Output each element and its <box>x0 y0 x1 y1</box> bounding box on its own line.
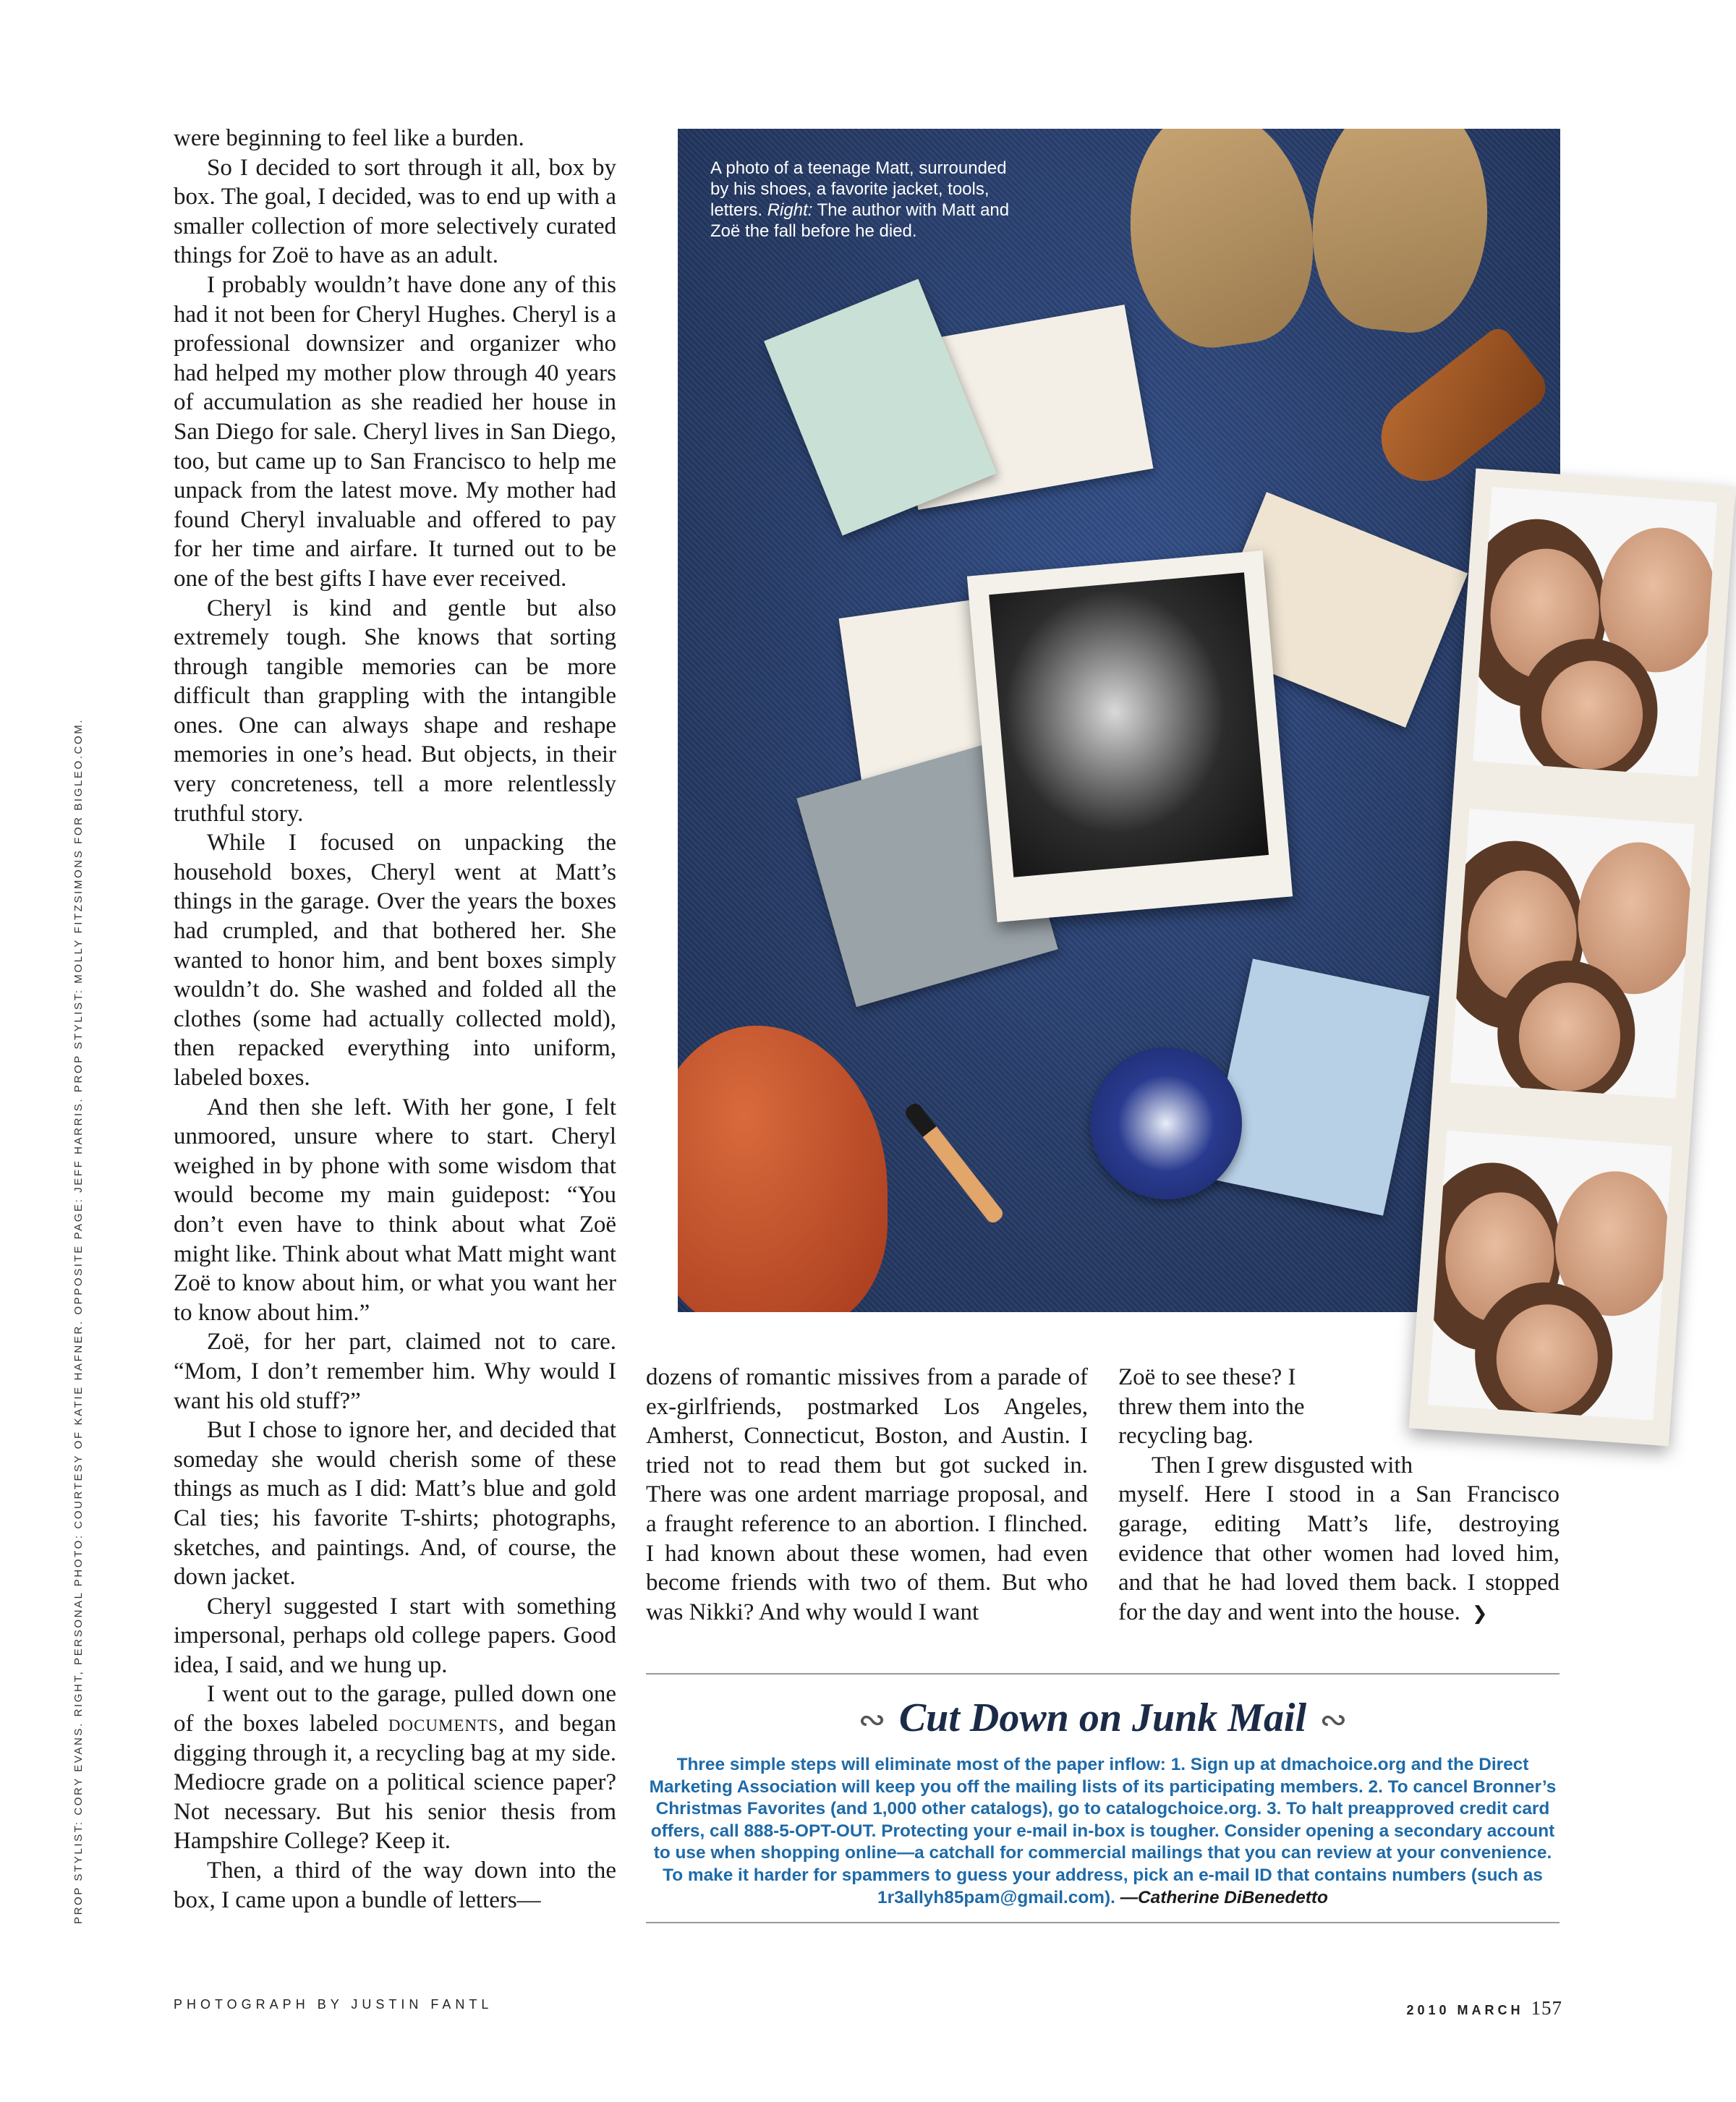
photo-caption <box>710 158 1029 242</box>
paragraph: But I chose to ignore her, and decided that someday she would cherish some of these things as much as I did: Matt’s blue and gold Cal ties; his favorite T-shirts; photographs, sketches, and paintings. And, of course, the down jacket. <box>174 1417 616 1591</box>
paragraph: And then she left. With her gone, I felt unmoored, unsure where to start. Cheryl weighed in by phone with some wisdom that would become my main guidepost: “You don’t even have to think about what Zoë might like. Think about what Matt might want Zoë to know about him, or what you want her to know about him.” <box>174 1094 616 1326</box>
article-column-2 <box>646 1363 1088 1627</box>
issue-date: 2010 MARCH <box>1406 2003 1524 2017</box>
caption-text: The author with Matt and Zoë the fall before he died. <box>710 200 1010 241</box>
paragraph: While I focused on unpacking the household boxes, Cheryl went at Matt’s things in the garage. Over the years the boxes had crumpled, and that bothered her. She wanted to honor him, and bent boxes simply wouldn’t do. She washed and folded all the clothes (some had actually collected mold), then repacked everything into uniform, labeled boxes. <box>174 830 616 1091</box>
paragraph-text: myself. Here I stood in a San Francisco garage, editing Matt’s life, destroying evidence that other women had loved him, and that he had loved them back. I stopped for the day and went into the house. <box>1118 1481 1560 1625</box>
paragraph-line: recycling bag. <box>1118 1423 1254 1450</box>
article-column-1 <box>174 124 616 1915</box>
swirl-ornament-icon: ∾ <box>858 1700 886 1739</box>
blue-envelope <box>1207 958 1430 1215</box>
paragraph: Zoë, for her part, claimed not to care. “Mom, I don’t remember him. Why would I want his old stuff?” <box>174 1329 616 1414</box>
paragraph-text: I went out to the garage, pulled down one of the boxes labeled <box>174 1681 616 1737</box>
sidebar-text: Three simple steps will eliminate most of the paper inflow: 1. Sign up at dmachoice.org and the Direct Marketing Association will keep you off the mailing lists of its participating members. 2. To cancel Bronner’s Christmas Favorites (and 1,000 other catalogs), go to catalogchoice.org. 3. To halt preapproved credit card offers, call 888-5-OPT-OUT. Protecting your e-mail in-box is tougher. Consider opening a secondary account to use when shopping online—a catchall for commercial mailings that you can review at your convenience. To make it harder for spammers to guess your address, pick an e-mail ID that contains numbers (such as 1r3allyh85pam@gmail.com). <box>649 1755 1557 1907</box>
paragraph: were beginning to feel like a burden. <box>174 125 524 151</box>
paragraph: Cheryl suggested I start with something impersonal, perhaps old college papers. Good idea, I said, and we hung up. <box>174 1593 616 1678</box>
paragraph <box>1118 1363 1357 1451</box>
junk-mail-sidebar <box>646 1673 1560 1923</box>
photo-booth-frame <box>1473 487 1717 777</box>
paragraph-line: Zoë to see these? I <box>1118 1364 1296 1390</box>
caption-direction: Right: <box>767 200 813 220</box>
portrait-photo <box>967 550 1293 922</box>
shoe-left <box>1114 129 1326 357</box>
small-caps-label: documents <box>388 1711 498 1737</box>
shoe-right <box>1302 129 1499 340</box>
swirl-ornament-icon: ∾ <box>1319 1700 1348 1739</box>
paragraph: Cheryl is kind and gentle but also extremely tough. She knows that sorting through tangible memories can be more difficult than grappling with the intangible ones. One can always shape and reshape memories in one’s head. But objects, in their very concreteness, tell a more relentlessly truthful story. <box>174 595 616 827</box>
portrait-image <box>989 572 1269 877</box>
footer-folio <box>1406 1997 1562 2020</box>
divider <box>646 1673 1560 1675</box>
down-jacket <box>678 1026 888 1312</box>
end-mark-icon: ❯ <box>1471 1602 1488 1625</box>
sidebar-title-text: Cut Down on Junk Mail <box>898 1695 1307 1740</box>
paragraph: Then, a third of the way down into the box, I came upon a bundle of letters— <box>174 1858 616 1913</box>
paragraph <box>1118 1480 1560 1628</box>
footer-photo-credit: PHOTOGRAPH BY JUSTIN FANTL <box>174 1997 493 2012</box>
divider <box>646 1922 1560 1923</box>
blue-bowl <box>1090 1047 1242 1199</box>
side-photo-credit: PROP STYLIST: CORY EVANS. RIGHT, PERSONAL PHOTO: COURTESY OF KATIE HAFNER. OPPOSITE PAGE: JEFF HARRIS. PROP STYLIST: MOLLY FITZSIMONS FOR BIGLEO.COM. <box>72 718 85 1924</box>
sidebar-body <box>646 1754 1560 1909</box>
still-life-photo <box>678 129 1560 1312</box>
article-column-3 <box>1118 1363 1560 1628</box>
sidebar-byline: —Catherine DiBenedetto <box>1120 1887 1328 1907</box>
paragraph-text: , and began digging through it, a recycling bag at my side. Mediocre grade on a political science paper? Not necessary. But his senior thesis from Hampshire College? Keep it. <box>174 1711 616 1855</box>
page-number: 157 <box>1531 1997 1562 2019</box>
brush <box>903 1101 1005 1225</box>
paragraph: So I decided to sort through it all, box by box. The goal, I decided, was to end up with a smaller collection of more selectively curated things for Zoë to have as an adult. <box>174 154 616 269</box>
caption-text: A photo of a teenage Matt, surrounded by his shoes, a favorite jacket, tools, letters. <box>710 158 1007 220</box>
paragraph-line: Then I grew disgusted with <box>1152 1452 1413 1478</box>
paragraph: dozens of romantic missives from a parade of ex-girlfriends, postmarked Los Angeles, Amherst, Connecticut, Boston, and Austin. I tried not to read them but got sucked in. There was one ardent marriage proposal, and a fraught reference to an abortion. I flinched. I had known about these women, had even become friends with two of them. But who was Nikki? And why would I want <box>646 1364 1088 1625</box>
photo-booth-frame <box>1450 809 1695 1099</box>
paragraph-line: threw them into the <box>1118 1393 1305 1420</box>
sidebar-title <box>646 1696 1560 1741</box>
paragraph <box>174 1680 616 1856</box>
paragraph: I probably wouldn’t have done any of this had it not been for Cheryl Hughes. Cheryl is a professional downsizer and organizer who had helped my mother plow through 40 years of accumulation as she readied her house in San Diego for sale. Cheryl lives in San Diego, too, but came up to San Francisco to help me unpack from the latest move. My mother had found Cheryl invaluable and offered to pay for her time and airfare. It turned out to be one of the best gifts I have ever received. <box>174 271 616 592</box>
